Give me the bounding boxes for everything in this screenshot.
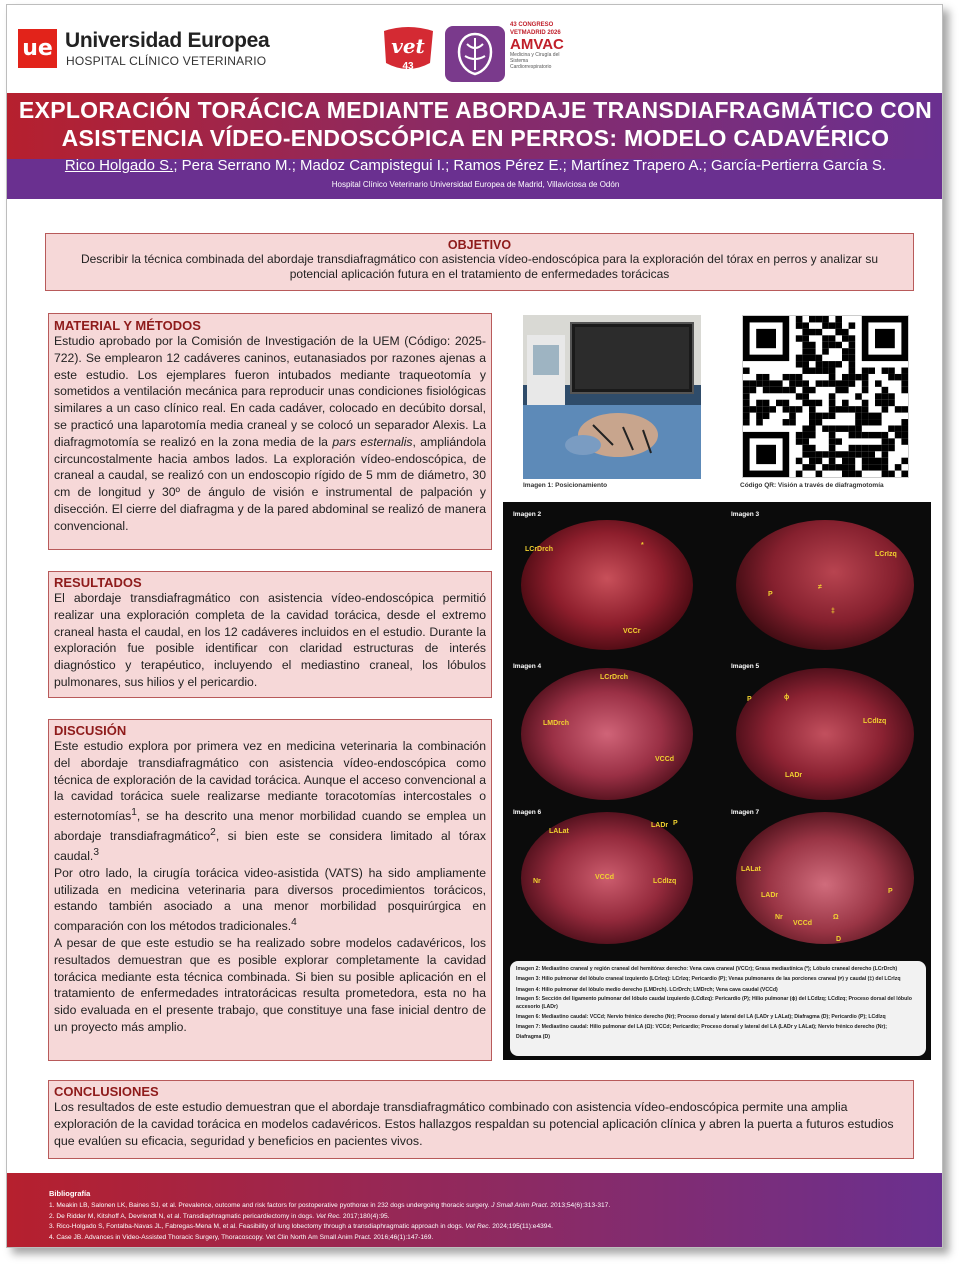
image-7-ann-5: Ω — [833, 914, 839, 921]
image-6-ann-2: LADr — [651, 822, 669, 829]
bibliography-title: Bibliografía — [49, 1189, 91, 1198]
congress-block — [510, 21, 570, 70]
discusion-p1b: , se ha descrito una menor morbilidad cuando se emplea un abordaje transdiafragmático — [54, 809, 486, 844]
discusion-p3: A pesar de que este estudio se ha realizado sobre modelos cadavéricos, los resultados demuestran que es posible explorar completamente la cavidad torácica mediante esta técnica combinada. Si bien su posible aplicación en el tratamiento de enfermedades intratorácicas resulta prometedora, esta no ha sido evaluada en el presente trabajo, que constituye una fase inicial dentro de un proyecto más amplio. — [54, 936, 486, 1034]
material-text-italic: pars esternalis — [332, 434, 413, 449]
discusion-p2a: Por otro lado, la cirugía torácica video-asistida (VATS) ha sido ampliamente utilizada en medicina veterinaria para diversos procedimientos torácicos, estando también asociado a una menor morbilidad posquirúrgica en comparación con los métodos tradicionales. — [54, 865, 486, 934]
legend-line: Imagen 2: Mediastino craneal y región craneal del hemitórax derecho: Vena cava craneal (VCCr); Grasa mediastínica (*); Lóbulo craneal derecho (LCrDrch) — [516, 966, 898, 972]
conclusiones-text: Los resultados de este estudio demuestran que el abordaje transdiafragmático combinado con asistencia vídeo-endoscópica permite una amplia exploración de la cavidad torácica en modelos cadavéricos. Estos hallazgos respaldan su potencial aplicación clínica y abren la puerta a futuros estudios que evalúen su eficacia, seguridad y beneficios en pacientes vivos. — [54, 1100, 894, 1148]
objetivo-title: OBJETIVO — [447, 238, 512, 252]
poster — [6, 4, 943, 1248]
image-7-ann-2: LADr — [761, 892, 779, 899]
image-2-ann-1: LCrDrch — [525, 546, 554, 553]
conclusiones-box — [48, 1080, 914, 1159]
discusion-p1a: Este estudio explora por primera vez en medicina veterinaria la combinación del abordaje transdiafragmático con asistencia vídeo-endoscópica como técnica de exploración de la cavidad torácica. Aunque el acceso convencional a la cavidad torácica suele realizarse mediante toracotomías intercostales o esternotomías — [54, 739, 486, 824]
image-6-label: Imagen 6 — [513, 809, 542, 816]
image-2-ann-3: VCCr — [623, 628, 641, 635]
image-6-ann-5: VCCd — [595, 874, 615, 881]
image-3-ann-4: ‡ — [831, 608, 835, 615]
presenting-author: Rico Holgado S. — [64, 157, 174, 174]
image-3-ann-3: ≠ — [818, 584, 822, 591]
discusion-p2 — [54, 865, 486, 935]
discusion-p1c: , si bien este se considera limitado al tórax caudal. — [54, 829, 487, 863]
photo1-caption: Imagen 1: Posicionamiento — [523, 482, 608, 489]
material-metodos-box — [48, 313, 492, 550]
image-5-ann-1: P — [747, 696, 752, 703]
amvac-logo — [445, 26, 505, 82]
discusion-box — [48, 719, 492, 1061]
hospital-name: HOSPITAL CLÍNICO VETERINARIO — [66, 54, 267, 68]
ref-details: 2017;180(4):95. — [341, 1212, 390, 1220]
congress-number: 43 CONGRESO — [510, 22, 554, 28]
image-6-ann-1: LALat — [549, 828, 569, 835]
image-5-ann-3: LCdIzq — [863, 718, 887, 725]
endoscopy-image-4 — [521, 668, 693, 800]
resultados-text: El abordaje transdiafragmático con asistencia vídeo-endoscópica permitió realizar una exploración completa de la cavidad torácica, desde el extremo craneal hasta el caudal, en los 12 cadáveres incluidos en el estudio. Durante la exploración fue posible identificar con claridad estructuras de interés diagnóstico y terapéutico, incluyendo el mediastino craneal, los lóbulos pulmonares, sus hilios y el pericardio. — [54, 591, 486, 689]
ref-journal: Vet Rec. — [316, 1212, 342, 1220]
reference-item — [49, 1212, 909, 1223]
image-4-ann-3: VCCd — [655, 756, 675, 763]
discusion-p1 — [54, 738, 486, 865]
legend-line: Imagen 7: Mediastino caudal: Hilio pulmonar del LA (Ω): VCCd; Pericardio; Proceso dorsal y lateral del LA (LADr y LALat); Nervio frénico derecho (Nr); — [516, 1024, 887, 1031]
vet-logo-text: vet — [391, 34, 425, 58]
legend-line: Imagen 4: Hilio pulmonar del lóbulo medio derecho (LMDrch). LCrDrch; LMDrch; Vena cava caudal (VCCd) — [516, 986, 778, 993]
ref-text: 3. Rico-Holgado S, Fontalba-Navas JL, Fabregas-Mena M, et al. Feasibility of lung lobectomy through a transdiaphragmatic approach in dogs. — [49, 1223, 466, 1230]
bibliography-list — [49, 1201, 909, 1243]
positioning-photo — [523, 315, 701, 479]
ref-journal: Vet Rec. — [465, 1223, 491, 1230]
image-6-ann-4: Nr — [533, 878, 541, 885]
qr-code[interactable] — [742, 315, 909, 478]
co-authors: ; Pera Serrano M.; Madoz Campistegui I.; Ramos Pérez E.; Martínez Trapero A.; García-Pertierra García S. — [173, 157, 887, 174]
congress-city: VETMADRID 2026 — [510, 30, 561, 36]
figure-legend — [510, 961, 926, 1056]
ref-sup-3: 3 — [93, 846, 99, 858]
image-4-ann-2: LMDrch — [543, 720, 570, 727]
universidad-europea-logo — [18, 29, 57, 68]
legend-line: Diafragma (D) — [516, 1034, 551, 1041]
ref-journal: J Small Anim Pract. — [491, 1202, 549, 1209]
objetivo-text: Describir la técnica combinada del abordaje transdiafragmático con asistencia vídeo-endoscópica para la exploración del tórax en perros y analizar su potencial aplicación futura en el tratamiento de enfermedades torácicas — [80, 252, 879, 281]
endoscopy-image-3 — [736, 520, 914, 650]
image-4-ann-1: LCrDrch — [600, 674, 629, 681]
image-4-label: Imagen 4 — [513, 663, 542, 670]
reference-item — [49, 1201, 909, 1212]
vet-logo-number: 43 — [402, 61, 414, 72]
legend-line: Imagen 5: Sección del ligamento pulmonar del lóbulo caudal izquierdo (LCdIzq): Pericardio (P); Hilio pulmonar (ϕ) del LCdIzq; LCdIzq; Proceso dorsal del lóbulo accesorio (LADr) — [516, 995, 912, 1011]
image-6-ann-6: LCdIzq — [653, 878, 677, 885]
image-7-ann-3: Nr — [775, 914, 783, 921]
image-3-ann-1: LCrIzq — [875, 551, 897, 558]
affiliation: Hospital Clínico Veterinario Universidad Europea de Madrid, Villaviciosa de Odón — [331, 180, 620, 189]
poster-title: EXPLORACIÓN TORÁCICA MEDIANTE ABORDAJE TRANSDIAFRAGMÁTICO CON ASISTENCIA VÍDEO-ENDOSCÓPICA EN PERROS: MODELO CADAVÉRICO — [18, 97, 933, 151]
endoscopy-image-7 — [736, 812, 914, 944]
material-title: MATERIAL Y MÉTODOS — [54, 318, 201, 333]
image-7-ann-6: P — [888, 888, 893, 895]
image-5-ann-2: ϕ — [784, 694, 790, 701]
reference-item — [49, 1233, 909, 1244]
material-text-b: , ampliándola circuncostalmente hacia ambos lados. La exploración vídeo-endoscópica, de craneal a caudal, se realizó con un endoscopio rígido de 5 mm de diámetro, 30 cm de longitud y 30º de ángulo de visión e instrumental de palpación y disección. El cierre del diafragma y de la pared abdominal se realizó de manera convencional. — [54, 434, 486, 533]
university-name: Universidad Europea — [65, 29, 270, 52]
image-7-ann-7: D — [836, 936, 842, 943]
material-text — [54, 333, 486, 535]
logo-mark: ue — [22, 36, 53, 61]
objetivo-box — [45, 233, 914, 291]
legend-line: Imagen 6: Mediastino caudal: VCCd; Nervio frénico derecho (Nr); Proceso dorsal y lateral del LA (LADr y LALat); Diafragma (D); Pericardio (P); LCdIzq — [516, 1013, 886, 1020]
qr-caption: Código QR: Visión a través de diafragmotomía — [740, 482, 884, 489]
resultados-box — [48, 571, 492, 698]
image-3-label: Imagen 3 — [731, 511, 760, 518]
ref-text: 4. Case JB. Advances in Video-Assisted Thoracic Surgery, Thoracoscopy. Vet Clin North Am Small Anim Pract. 2016;46(1):147-169. — [49, 1233, 434, 1241]
image-3-ann-2: P — [768, 591, 773, 598]
ref-details: 2013;54(6):313-317. — [548, 1202, 611, 1209]
ref-text: 1. Meakin LB, Salonen LK, Baines SJ, et al. Prevalence, outcome and risk factors for postoperative pyothorax in 232 dogs undergoing thoracic surgery. — [49, 1202, 492, 1209]
ref-text: 2. De Ridder M, Kitshoff A, Devriendt N, et al. Transdiaphragmatic pericardiectomy in dogs. — [49, 1212, 317, 1220]
endoscopy-image-5 — [736, 668, 914, 800]
image-7-ann-4: VCCd — [793, 920, 813, 927]
resultados-title: RESULTADOS — [54, 575, 142, 590]
image-5-label: Imagen 5 — [731, 663, 760, 670]
ref-sup-1: 1 — [131, 807, 137, 819]
image-7-label: Imagen 7 — [731, 809, 760, 816]
material-text-a: Estudio aprobado por la Comisión de Investigación de la UEM (Código: 2025-722). Se emplearon 12 cadáveres caninos, eutanasiados por razones ajenas a este estudio. Los ejemplares fueron intubados mediante traqueotomía y sometidos a ventilación mecánica para reproducir unas condiciones fisiológicas similares a un caso clínico real. En cada cadáver, colocado en decúbito dorsal, se practicó una laparotomía media craneal y se colocó un separador Alexis. La diafragmotomía se realizó en la zona media de la — [54, 334, 486, 449]
authors — [7, 157, 943, 174]
image-7-ann-1: LALat — [741, 866, 761, 873]
image-6-ann-3: P — [673, 820, 678, 827]
vet-congress-logo — [380, 25, 437, 77]
congress-description: Medicina y Cirugía del Sistema Cardiorrespiratorio — [510, 52, 560, 70]
ref-sup-4: 4 — [291, 917, 297, 929]
conclusiones-title: CONCLUSIONES — [54, 1084, 159, 1099]
ref-details: 2024;195(11):e4394. — [490, 1223, 553, 1230]
ref-sup-2: 2 — [210, 827, 216, 839]
image-5-ann-4: LADr — [785, 772, 803, 779]
image-2-ann-2: * — [641, 542, 644, 549]
legend-line: Imagen 3: Hilio pulmonar del lóbulo craneal izquierdo (LCrIzq): LCrIzq; Pericardio (P); Venas pulmonares de las porciones craneal (≠) y caudal (‡) del LCrIzq — [516, 976, 901, 983]
reference-item — [49, 1222, 909, 1233]
endoscopy-image-2 — [521, 520, 693, 650]
image-2-label: Imagen 2 — [513, 511, 542, 518]
discusion-title: DISCUSIÓN — [54, 723, 127, 738]
congress-name: AMVAC — [510, 36, 564, 53]
